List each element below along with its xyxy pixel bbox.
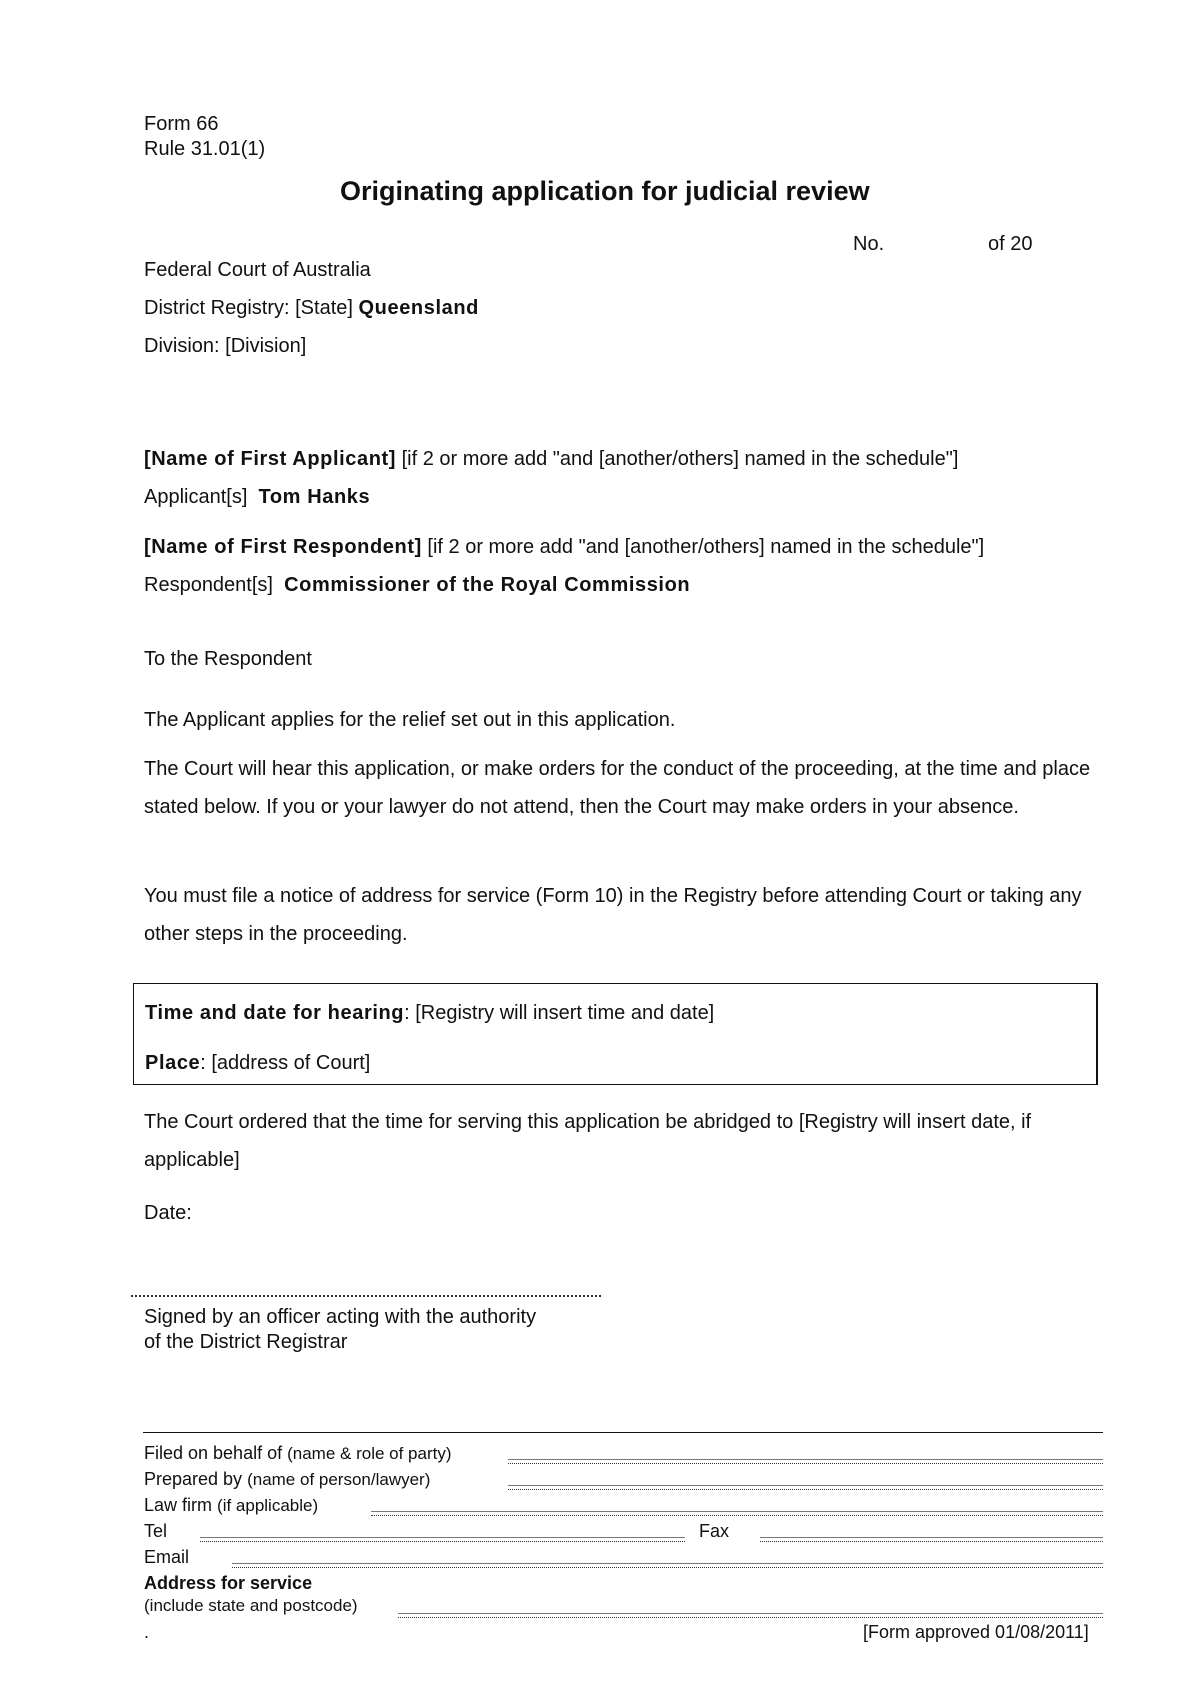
hearing-place-value: : [address of Court] [200, 1052, 371, 1074]
order-text: The Court ordered that the time for serving this application be abridged to [Registry will insert date, if applicable] [144, 1111, 1032, 1171]
hearing-place-line [145, 1052, 370, 1075]
form-number: Form 66 [144, 113, 219, 135]
applicant-label: Applicant[s] [144, 486, 248, 508]
address-field[interactable] [398, 1617, 1103, 1618]
address-label: Address for service [144, 1573, 313, 1593]
signature-line2: of the District Registrar [144, 1331, 348, 1353]
prepared-field[interactable] [508, 1489, 1103, 1490]
respondent-value: Commissioner of the Royal Commission [284, 574, 691, 596]
applicant-name-line [144, 448, 958, 471]
signature-line [131, 1295, 601, 1297]
applicant-value: Tom Hanks [258, 486, 371, 508]
hearing-place-label: Place [145, 1052, 201, 1074]
page-title: Originating application for judicial review [340, 176, 870, 206]
paragraph-relief: The Applicant applies for the relief set out in this application. [144, 709, 676, 731]
filed-on-behalf [144, 1443, 452, 1464]
tel-label: Tel [144, 1521, 168, 1541]
hearing-time-line [145, 1002, 714, 1025]
prepared-label: Prepared by [144, 1469, 243, 1489]
district-registry [144, 297, 479, 320]
hearing-box-right-border [1096, 983, 1098, 1085]
email-label: Email [144, 1547, 190, 1567]
respondent-name-label: [Name of First Respondent] [144, 536, 422, 558]
file-number-label: No. [853, 233, 885, 255]
applicant-line [144, 486, 370, 509]
filed-note: (name & role of party) [287, 1444, 452, 1463]
law-firm [144, 1495, 318, 1516]
applicant-name-note: [if 2 or more add "and [another/others] named in the schedule"] [401, 448, 959, 470]
court-name: Federal Court of Australia [144, 259, 371, 281]
email-field[interactable] [232, 1567, 1103, 1568]
to-respondent: To the Respondent [144, 648, 312, 670]
filed-field[interactable] [508, 1463, 1103, 1464]
respondent-name-note: [if 2 or more add "and [another/others] named in the schedule"] [427, 536, 985, 558]
file-year-label: of 20 [988, 233, 1033, 255]
footer-dot: . [144, 1622, 150, 1642]
registry-value: Queensland [358, 297, 479, 319]
prepared-by [144, 1469, 430, 1490]
registry-label: District Registry: [State] [144, 297, 353, 319]
form-rule: Rule 31.01(1) [144, 138, 266, 160]
firm-label: Law firm [144, 1495, 213, 1515]
hearing-time-value: : [Registry will insert time and date] [404, 1002, 715, 1024]
hearing-time-label: Time and date for hearing [145, 1002, 405, 1024]
paragraph-notice: You must file a notice of address for service (Form 10) in the Registry before attending Court or taking any other steps in the proceeding. [144, 885, 1082, 945]
respondent-name-line [144, 536, 984, 559]
tel-field[interactable] [200, 1541, 685, 1542]
date-label: Date: [144, 1202, 192, 1224]
paragraph-hearing: The Court will hear this application, or make orders for the conduct of the proceeding, at the time and place stated below. If you or your lawyer do not attend, then the Court may make orders in your absence. [144, 758, 1091, 818]
address-note: (include state and postcode) [144, 1596, 358, 1615]
prepared-note: (name of person/lawyer) [247, 1470, 431, 1489]
applicant-name-label: [Name of First Applicant] [144, 448, 397, 470]
signature-line1: Signed by an officer acting with the authority [144, 1306, 537, 1328]
respondent-line [144, 574, 690, 597]
respondent-label: Respondent[s] [144, 574, 273, 596]
footer-rule [143, 1432, 1103, 1433]
filed-label: Filed on behalf of [144, 1443, 283, 1463]
fax-label: Fax [699, 1521, 730, 1541]
division: Division: [Division] [144, 335, 307, 357]
fax-field[interactable] [760, 1541, 1103, 1542]
firm-field[interactable] [371, 1515, 1103, 1516]
form-approved: [Form approved 01/08/2011] [863, 1622, 1089, 1642]
firm-note: (if applicable) [217, 1496, 319, 1515]
